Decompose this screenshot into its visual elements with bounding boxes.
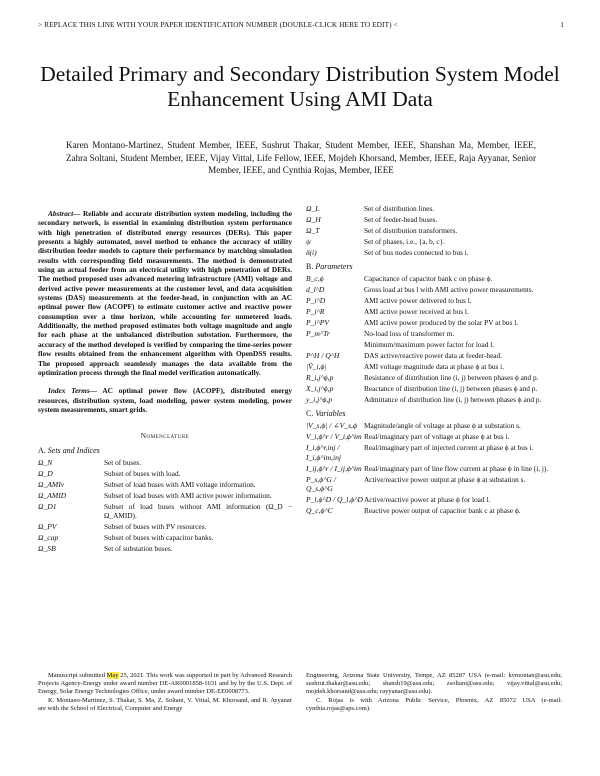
nomenclature-symbol: ψ bbox=[306, 236, 311, 246]
section-parameters-title: Parameters bbox=[315, 262, 353, 272]
abstract-lead: Abstract— bbox=[48, 209, 81, 218]
index-terms-lead: Index Terms— bbox=[48, 386, 97, 396]
nomenclature-entry bbox=[306, 506, 562, 515]
nomenclature-definition: Set of substation buses. bbox=[104, 543, 173, 553]
nomenclature-symbol: δ(i) bbox=[306, 247, 317, 257]
nomenclature-symbol: V_i,ϕ^r / V_i,ϕ^im bbox=[306, 432, 362, 442]
section-variables-label: C. bbox=[306, 409, 314, 419]
nomenclature-symbol: y_i,j^ϕ,p bbox=[306, 394, 333, 404]
nomenclature-entry bbox=[306, 373, 562, 382]
nomenclature-symbol: P_s,ϕ^G / Q_s,ϕ^G bbox=[306, 474, 336, 493]
nomenclature-definition: Magnitude/angle of voltage at phase ϕ at substation s. bbox=[364, 421, 521, 431]
nomenclature-entry bbox=[38, 480, 292, 489]
nomenclature-symbol: P_i^R bbox=[306, 307, 325, 317]
nomenclature-entry bbox=[306, 395, 562, 404]
nomenclature-entry bbox=[306, 215, 562, 224]
left-column bbox=[38, 209, 292, 555]
nomenclature-symbol: P_m^Tr bbox=[306, 329, 330, 339]
nomenclature-symbol: B_c,ϕ bbox=[306, 274, 324, 284]
nomenclature-definition: Active/reactive power output at phase ϕ at substation s. bbox=[364, 474, 526, 484]
nomenclature-definition: Admittance of distribution line (i, j) between phases ϕ and p. bbox=[364, 394, 542, 404]
page-number: 1 bbox=[560, 20, 564, 29]
nomenclature-symbol: |V̂_i,ϕ| bbox=[306, 361, 327, 371]
section-parameters-label: B. bbox=[306, 262, 314, 272]
footnote-affiliation-2: Engineering, Arizona State University, Tempe, AZ 85287 USA (e-mail: kvmontan@asu.edu; sushrut.thakar@asu.edu; shansh19@asu.edu; zsoltani@asu.edu; vijay.vittal@asu.edu; mojdeh.khorsand@asu.edu; rayyanar@asu.edu). bbox=[306, 672, 562, 696]
parameters-list bbox=[306, 274, 562, 404]
nomenclature-definition: Set of buses. bbox=[104, 457, 142, 467]
abstract-text: Reliable and accurate distribution system modeling, including the secondary network, is essential in examining distribution system performance with high penetration of distributed energy resources (DERs). This paper presents a highly automated, novel method to enhance the accuracy of utility distribution feeder models to capture their performance by matching simulation results with corresponding field measurements. The method is demonstrated using an actual feeder from an electrical utility with high penetration of DERs. The method proposed uses advanced metering infrastructure (AMI) voltage and derived active power measurements at the customer level, and data acquisition systems (DAS) measurements at the feeder-head, in conjunction with an AC optimal power flow (ACOPF) to estimate customer active and reactive power consumption over a time horizon, while accounting for unmetered loads. Additionally, the method proposed estimates both voltage magnitude and angle for each phase at the unbalanced distribution substation. Furthermore, the accuracy of the method developed is verified by comparing the time-series power flow results obtained from the enhancement algorithm with OpenDSS results. The proposed approach seamlessly manages the data available from the optimization process through the final model verification automatically. bbox=[38, 209, 292, 377]
nomenclature-definition: Real/imaginary part of injected current at phase ϕ at bus i. bbox=[364, 443, 534, 453]
nomenclature-entry bbox=[38, 522, 292, 531]
nomenclature-entry bbox=[306, 495, 562, 504]
nomenclature-symbol: Ω_N bbox=[38, 457, 53, 467]
nomenclature-definition: Subset of buses with capacitor banks. bbox=[104, 532, 214, 542]
nomenclature-symbol: R_i,j^ϕ,p bbox=[306, 372, 334, 382]
nomenclature-definition: Capacitance of capacitor bank c on phase ϕ. bbox=[364, 274, 493, 284]
nomenclature-definition: Active/reactive power at phase ϕ for load l. bbox=[364, 494, 491, 504]
nomenclature-symbol: X_i,j^ϕ,p bbox=[306, 383, 334, 393]
nomenclature-definition: Real/imaginary part of voltage at phase ϕ at bus i. bbox=[364, 432, 510, 442]
running-head-text: > REPLACE THIS LINE WITH YOUR PAPER IDENTIFICATION NUMBER (DOUBLE-CLICK HERE TO EDIT) < bbox=[38, 20, 398, 29]
section-sets-label: A. bbox=[38, 445, 46, 455]
nomenclature-symbol: P_i^D bbox=[306, 296, 326, 306]
nomenclature-entry bbox=[306, 296, 562, 305]
nomenclature-symbol: I_ij,ϕ^r / I_ij,ϕ^im bbox=[306, 463, 362, 473]
running-head bbox=[38, 20, 564, 29]
nomenclature-definition: Subset of buses with load. bbox=[104, 468, 181, 478]
footnote-affiliation-1: K. Montano-Martinez, S. Thakar, S. Ma, Z. Soltani, V. Vittal, M. Khorsand, and R. Ayyanar are with the School of Electrical, Computer and Energy bbox=[38, 696, 292, 712]
variables-list bbox=[306, 421, 562, 515]
nomenclature-entry bbox=[306, 307, 562, 316]
author-list: Karen Montano-Martinez, Student Member, IEEE, Sushrut Thakar, Student Member, IEEE, Shanshan Ma, Member, IEEE, Zahra Soltani, Student Member, IEEE, Vijay Vittal, Life Fellow, IEEE, Mojdeh Khorsand, Member, IEEE, Raja Ayyanar, Senior Member, IEEE, and Cynthia Rojas, Member, IEEE bbox=[66, 140, 536, 176]
nomenclature-definition: DAS active/reactive power data at feeder-head. bbox=[364, 351, 503, 360]
nomenclature-symbol: Ω_D1 bbox=[38, 501, 57, 511]
nomenclature-symbol: Ω_PV bbox=[38, 521, 57, 531]
nomenclature-entry bbox=[38, 469, 292, 478]
nomenclature-definition: Subset of buses with PV resources. bbox=[104, 521, 207, 531]
nomenclature-heading: Nomenclature bbox=[140, 431, 190, 441]
nomenclature-definition: Subset of load buses with AMI active power information. bbox=[104, 490, 272, 500]
nomenclature-symbol: |V_s,ϕ| / ∠V_s,ϕ bbox=[306, 421, 357, 431]
nomenclature-symbol: Ω_AMIv bbox=[38, 479, 65, 489]
nomenclature-entry bbox=[306, 204, 562, 213]
sets-list bbox=[38, 458, 292, 553]
nomenclature-symbol: I_i,ϕ^r,inj / I_i,ϕ^im,inj bbox=[306, 443, 341, 462]
nomenclature-entry bbox=[306, 475, 562, 494]
abstract bbox=[38, 209, 292, 377]
nomenclature-entry bbox=[306, 384, 562, 393]
nomenclature-symbol: Ω_H bbox=[306, 214, 321, 224]
nomenclature-symbol: Ω_cap bbox=[38, 532, 59, 542]
nomenclature-definition: Set of phases, i.e., {a, b, c}. bbox=[364, 236, 445, 246]
nomenclature-symbol: Ω_L bbox=[306, 204, 320, 213]
nomenclature-definition: AMI active power received at bus l. bbox=[364, 307, 469, 317]
footnote-right bbox=[306, 672, 562, 713]
nomenclature-entry bbox=[306, 432, 562, 441]
nomenclature-entry bbox=[306, 226, 562, 235]
nomenclature-entry bbox=[306, 274, 562, 283]
nomenclature-entry bbox=[38, 458, 292, 467]
nomenclature-entry bbox=[306, 285, 562, 294]
section-parameters-heading bbox=[306, 262, 562, 271]
nomenclature-definition: Gross load at bus l with AMI active power measurements. bbox=[364, 285, 534, 295]
section-sets-heading bbox=[38, 446, 292, 455]
nomenclature-definition: Reactance of distribution line (i, j) between phases ϕ and p. bbox=[364, 383, 538, 393]
footnote-manuscript-pre: Manuscript submitted bbox=[48, 672, 107, 679]
nomenclature-entry bbox=[38, 544, 292, 553]
nomenclature-definition: Reactive power output of capacitor bank c at phase ϕ. bbox=[364, 505, 521, 515]
nomenclature-definition: Set of distribution transformers. bbox=[364, 225, 458, 235]
nomenclature-symbol: P_i^PV bbox=[306, 318, 330, 328]
nomenclature-definition: Resistance of distribution line (i, j) between phases ϕ and p. bbox=[364, 372, 539, 382]
nomenclature-definition: Minimum/maximum power factor for load l. bbox=[364, 340, 495, 350]
footnote-highlight: May bbox=[106, 672, 119, 679]
nomenclature-definition: Subset of load buses with AMI voltage information. bbox=[104, 479, 256, 489]
nomenclature-entry bbox=[38, 533, 292, 542]
footnote-manuscript-post: 25, 2021. This work was supported in part by Advanced Research Projects Agency-Energy under award number DE-AR0001858-1631 and by by the U.S. Dept. of Energy, Solar Energy Technologies Office, under award number DE-EE0008773. bbox=[38, 672, 292, 696]
nomenclature-definition: Set of bus nodes connected to bus i. bbox=[364, 247, 469, 257]
nomenclature-symbol: Ω_T bbox=[306, 225, 320, 235]
section-sets-title: Sets and Indices bbox=[47, 445, 100, 455]
nomenclature-symbol: Ω_SB bbox=[38, 543, 56, 553]
nomenclature-entry bbox=[306, 464, 562, 473]
index-terms bbox=[38, 386, 292, 414]
nomenclature-entry bbox=[306, 362, 562, 371]
sets-list-continued bbox=[306, 204, 562, 257]
nomenclature-definition: Set of distribution lines. bbox=[364, 204, 435, 213]
nomenclature-entry bbox=[306, 421, 562, 430]
index-terms-text: AC optimal power flow (ACOPF), distributed energy resources, distribution system, load modeling, power system modeling, power system measurements, smart grids. bbox=[38, 386, 293, 414]
section-variables-heading bbox=[306, 409, 562, 418]
nomenclature-definition: AMI voltage magnitude data at phase ϕ at bus i. bbox=[364, 361, 505, 371]
nomenclature-entry bbox=[306, 340, 562, 349]
nomenclature-definition: Subset of load buses without AMI information (Ω_D − Ω_AMID). bbox=[104, 501, 292, 520]
nomenclature-entry bbox=[306, 318, 562, 327]
nomenclature-entry bbox=[306, 443, 562, 462]
right-column bbox=[306, 204, 562, 517]
nomenclature-symbol: P^H / Q^H bbox=[306, 351, 340, 360]
nomenclature-symbol: Q_c,ϕ^C bbox=[306, 505, 333, 515]
section-variables-title: Variables bbox=[315, 409, 346, 419]
nomenclature-symbol: P_l,ϕ^D / Q_l,ϕ^D bbox=[306, 494, 363, 504]
nomenclature-symbol: Ω_AMID bbox=[38, 490, 67, 500]
nomenclature-definition: Set of feeder-head buses. bbox=[364, 214, 438, 224]
nomenclature-definition: Real/imaginary part of line flow current at phase ϕ in line (i, j). bbox=[364, 463, 549, 473]
nomenclature-entry bbox=[38, 502, 292, 521]
nomenclature-definition: AMI active power produced by the solar PV at bus l. bbox=[364, 318, 519, 328]
nomenclature-symbol: d_l^D bbox=[306, 285, 325, 295]
nomenclature-entry bbox=[306, 248, 562, 257]
nomenclature-entry bbox=[306, 237, 562, 246]
nomenclature-definition: AMI active power delivered to bus l. bbox=[364, 296, 472, 306]
footnote-left bbox=[38, 672, 292, 713]
nomenclature-entry bbox=[306, 351, 562, 360]
footnote-affiliation-3: C. Rojas is with Arizona Public Service, Phoenix, AZ 85072 USA (e-mail: cynthia.rojas@aps.com). bbox=[306, 696, 562, 712]
nomenclature-entry bbox=[38, 491, 292, 500]
nomenclature-definition: No-load loss of transformer m. bbox=[364, 329, 455, 339]
nomenclature-entry bbox=[306, 329, 562, 338]
paper-title: Detailed Primary and Secondary Distribution System Model Enhancement Using AMI Data bbox=[40, 62, 560, 111]
nomenclature-symbol: Ω_D bbox=[38, 468, 53, 478]
